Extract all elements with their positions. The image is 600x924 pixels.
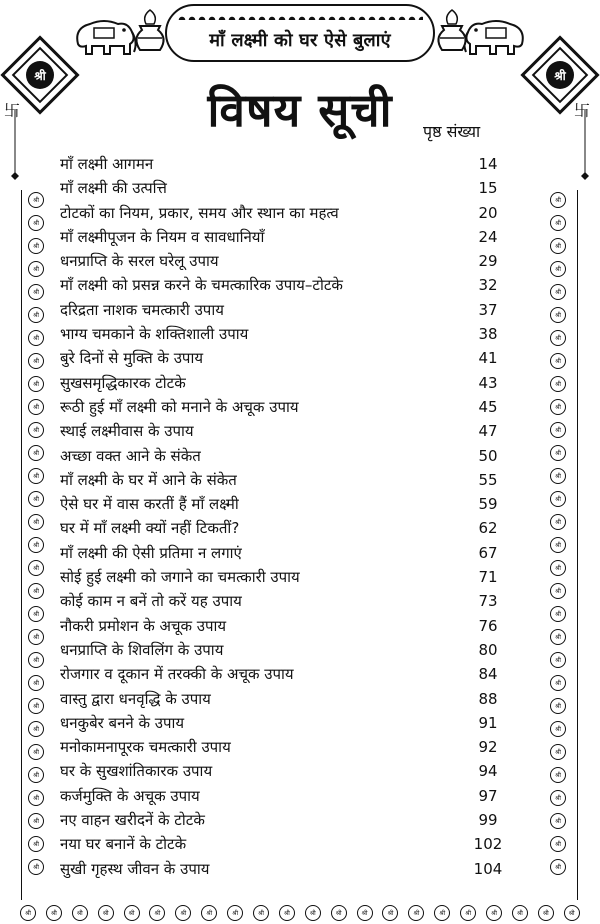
kalash-pot-icon (130, 8, 170, 56)
left-border-line (21, 190, 22, 900)
toc-entry[interactable] (60, 273, 500, 297)
toc-entry[interactable] (60, 152, 500, 176)
toc-entry-page: 41 (478, 349, 498, 368)
shri-medallion-icon: श्री (550, 698, 566, 714)
shri-medallion-icon: श्री (72, 905, 88, 921)
table-of-contents (60, 152, 503, 881)
toc-entry-title: कर्जमुक्ति के अचूक उपाय (60, 786, 200, 805)
swastika-icon: 卐 (4, 101, 21, 120)
shri-medallion-icon: श्री (175, 905, 191, 921)
toc-entry-title: सोई हुई लक्ष्मी को जगाने का चमत्कारी उपाय (60, 568, 300, 587)
toc-entry-page: 47 (478, 422, 498, 441)
shri-medallion-icon: श्री (28, 790, 44, 806)
shri-medallion-icon: श्री (550, 215, 566, 231)
shri-medallion-icon: श्री (28, 514, 44, 530)
toc-entry[interactable] (60, 249, 500, 273)
toc-entry-page: 45 (478, 397, 498, 416)
toc-entry[interactable] (60, 298, 500, 322)
shri-medallion-icon: श्री (550, 376, 566, 392)
toc-entry-title: भाग्य चमकाने के शक्तिशाली उपाय (60, 325, 249, 344)
banner-scallop-border (177, 10, 423, 20)
shri-medallion-icon: श्री (550, 859, 566, 875)
shri-medallion-icon: श्री (550, 606, 566, 622)
toc-entry[interactable] (60, 711, 500, 735)
left-medallion-border (27, 192, 45, 892)
toc-entry[interactable] (60, 176, 500, 200)
shri-medallion-icon: श्री (550, 353, 566, 369)
shri-medallion-icon: श्री (550, 813, 566, 829)
toc-entry[interactable] (60, 687, 500, 711)
toc-entry-page: 92 (478, 738, 498, 757)
toc-entry[interactable] (60, 759, 500, 783)
toc-entry-page: 59 (478, 495, 498, 514)
shri-badge: श्री (546, 61, 574, 89)
shri-medallion-icon: श्री (20, 905, 36, 921)
toc-entry[interactable] (60, 395, 500, 419)
toc-entry[interactable] (60, 614, 500, 638)
toc-entry-title: बुरे दिनों से मुक्ति के उपाय (60, 349, 204, 368)
toc-entry-title: स्थाई लक्ष्मीवास के उपाय (60, 422, 194, 441)
toc-entry-page: 94 (478, 762, 498, 781)
shri-medallion-icon: श्री (538, 905, 554, 921)
toc-entry-page: 29 (478, 252, 498, 271)
toc-entry[interactable] (60, 225, 500, 249)
shri-medallion-icon: श्री (305, 905, 321, 921)
shri-medallion-icon: श्री (512, 905, 528, 921)
toc-entry[interactable] (60, 492, 500, 516)
shri-medallion-icon: श्री (28, 537, 44, 553)
toc-entry-title: दरिद्रता नाशक चमत्कारी उपाय (60, 300, 224, 319)
toc-entry-title: धनप्राप्ति के शिवलिंग के उपाय (60, 640, 224, 659)
toc-entry-page: 15 (478, 179, 498, 198)
shri-medallion-icon: श्री (408, 905, 424, 921)
toc-entry-title: सुखसमृद्धिकारक टोटके (60, 373, 186, 392)
toc-entry-page: 73 (478, 592, 498, 611)
toc-entry[interactable] (60, 541, 500, 565)
shri-medallion-icon: श्री (253, 905, 269, 921)
shri-medallion-icon: श्री (550, 767, 566, 783)
shri-medallion-icon: श्री (382, 905, 398, 921)
shri-medallion-icon: श्री (28, 261, 44, 277)
toc-entry[interactable] (60, 322, 500, 346)
toc-entry-title: ऐसे घर में वास करतीं हैं माँ लक्ष्मी (60, 495, 239, 514)
toc-entry-page: 62 (478, 519, 498, 538)
toc-entry-title: मनोकामनापूरक चमत्कारी उपाय (60, 738, 231, 757)
toc-entry-title: नौकरी प्रमोशन के अचूक उपाय (60, 616, 227, 635)
toc-entry-title: रूठी हुई माँ लक्ष्मी को मनाने के अचूक उपाय (60, 397, 299, 416)
toc-entry-title: माँ लक्ष्मी आगमन (60, 155, 154, 173)
toc-entry-page: 67 (478, 543, 498, 562)
toc-entry[interactable] (60, 346, 500, 370)
toc-entry-page: 43 (478, 373, 498, 392)
toc-entry-page: 55 (478, 470, 498, 489)
toc-entry-title: माँ लक्ष्मी के घर में आने के संकेत (60, 470, 237, 489)
shri-medallion-icon: श्री (28, 675, 44, 691)
toc-entry-title: रोजगार व दूकान में तरक्की के अचूक उपाय (60, 665, 294, 684)
swastika-icon: 卐 (574, 101, 591, 120)
shri-medallion-icon: श्री (28, 767, 44, 783)
toc-entry-title: माँ लक्ष्मीपूजन के नियम व सावधानियाँ (60, 227, 265, 246)
toc-entry-page: 99 (478, 811, 498, 830)
shri-medallion-icon: श्री (550, 422, 566, 438)
shri-medallion-icon: श्री (28, 629, 44, 645)
shri-medallion-icon: श्री (28, 859, 44, 875)
shri-medallion-icon: श्री (460, 905, 476, 921)
shri-medallion-icon: श्री (28, 491, 44, 507)
toc-entry-title: नया घर बनानें के टोटके (60, 835, 187, 854)
shri-medallion-icon: श्री (550, 468, 566, 484)
shri-medallion-icon: श्री (124, 905, 140, 921)
toc-entry-page: 50 (478, 446, 498, 465)
toc-entry[interactable] (60, 419, 500, 443)
shri-medallion-icon: श्री (550, 744, 566, 760)
shri-medallion-icon: श्री (331, 905, 347, 921)
shri-medallion-icon: श्री (28, 307, 44, 323)
toc-entry-title: टोटकों का नियम, प्रकार, समय और स्थान का महत्व (60, 203, 339, 222)
shri-medallion-icon: श्री (28, 376, 44, 392)
toc-entry-title: वास्तु द्वारा धनवृद्धि के उपाय (60, 689, 211, 708)
shri-medallion-icon: श्री (550, 629, 566, 645)
toc-entry-page: 97 (478, 786, 498, 805)
shri-medallion-icon: श्री (550, 583, 566, 599)
shri-medallion-icon: श्री (550, 399, 566, 415)
shri-badge: श्री (26, 61, 54, 89)
toc-entry[interactable] (60, 735, 500, 759)
shri-medallion-icon: श्री (28, 813, 44, 829)
toc-entry-title: घर में माँ लक्ष्मी क्यों नहीं टिकतीं? (60, 519, 240, 538)
toc-entry[interactable] (60, 638, 500, 662)
shri-medallion-icon: श्री (28, 583, 44, 599)
shri-medallion-icon: श्री (550, 238, 566, 254)
toc-entry-title: माँ लक्ष्मी को प्रसन्न करने के चमत्कारिक उपाय–टोटके (60, 276, 343, 295)
shri-medallion-icon: श्री (227, 905, 243, 921)
shri-medallion-icon: श्री (550, 330, 566, 346)
toc-entry[interactable] (60, 201, 500, 225)
shri-medallion-icon: श्री (28, 744, 44, 760)
shri-medallion-icon: श्री (46, 905, 62, 921)
shri-medallion-icon: श्री (550, 491, 566, 507)
toc-entry[interactable] (60, 808, 500, 832)
shri-medallion-icon: श्री (550, 652, 566, 668)
shri-medallion-icon: श्री (28, 215, 44, 231)
banner-title: माँ लक्ष्मी को घर ऐसे बुलाएं (209, 30, 391, 51)
toc-entry-page: 38 (478, 325, 498, 344)
toc-entry-page: 20 (478, 203, 498, 222)
toc-entry-title: धनप्राप्ति के सरल घरेलू उपाय (60, 252, 219, 271)
shri-medallion-icon: श्री (550, 537, 566, 553)
toc-entry-page: 80 (478, 640, 498, 659)
toc-entry-title: धनकुबेर बनने के उपाय (60, 713, 185, 732)
shri-medallion-icon: श्री (28, 422, 44, 438)
shri-medallion-icon: श्री (28, 468, 44, 484)
shri-medallion-icon: श्री (550, 261, 566, 277)
shri-medallion-icon: श्री (28, 192, 44, 208)
kalash-pot-icon (432, 8, 472, 56)
shri-medallion-icon: श्री (28, 721, 44, 737)
toc-entry[interactable] (60, 444, 500, 468)
shri-medallion-icon: श्री (486, 905, 502, 921)
shri-medallion-icon: श्री (357, 905, 373, 921)
shri-medallion-icon: श्री (564, 905, 580, 921)
toc-entry[interactable] (60, 784, 500, 808)
toc-entry-title: माँ लक्ष्मी की ऐसी प्रतिमा न लगाएं (60, 543, 242, 562)
toc-entry-title: घर के सुखशांतिकारक उपाय (60, 762, 213, 781)
toc-entry-title: नए वाहन खरीदनें के टोटके (60, 811, 205, 830)
shri-medallion-icon: श्री (550, 514, 566, 530)
right-medallion-border (549, 192, 567, 892)
toc-entry-page: 84 (478, 665, 498, 684)
toc-entry-page: 14 (478, 155, 498, 173)
toc-entry-page: 88 (478, 689, 498, 708)
shri-medallion-icon: श्री (28, 399, 44, 415)
shri-medallion-icon: श्री (201, 905, 217, 921)
shri-medallion-icon: श्री (149, 905, 165, 921)
toc-entry[interactable] (60, 565, 500, 589)
shri-medallion-icon: श्री (550, 284, 566, 300)
toc-entry[interactable] (60, 832, 503, 856)
header-banner (165, 4, 435, 62)
toc-entry-page: 32 (478, 276, 498, 295)
toc-entry-page: 76 (478, 616, 498, 635)
toc-entry-page: 91 (478, 713, 498, 732)
page-title: विषय सूची (207, 83, 393, 137)
toc-entry[interactable] (60, 857, 503, 881)
shri-medallion-icon: श्री (28, 606, 44, 622)
toc-entry[interactable] (60, 662, 500, 686)
toc-entry-page: 71 (478, 568, 498, 587)
shri-medallion-icon: श्री (28, 284, 44, 300)
toc-entry-page: 104 (473, 859, 503, 878)
shri-medallion-icon: श्री (98, 905, 114, 921)
shri-medallion-icon: श्री (550, 721, 566, 737)
shri-medallion-icon: श्री (279, 905, 295, 921)
toc-entry[interactable] (60, 371, 500, 395)
toc-entry[interactable] (60, 589, 500, 613)
toc-entry-title: कोई काम न बनें तो करें यह उपाय (60, 592, 242, 611)
toc-entry-page: 37 (478, 300, 498, 319)
shri-medallion-icon: श्री (434, 905, 450, 921)
shri-medallion-icon: श्री (550, 560, 566, 576)
shri-medallion-icon: श्री (28, 652, 44, 668)
shri-medallion-icon: श्री (28, 353, 44, 369)
shri-medallion-icon: श्री (550, 836, 566, 852)
toc-entry-title: माँ लक्ष्मी की उत्पत्ति (60, 179, 167, 198)
toc-entry-page: 24 (478, 227, 498, 246)
shri-medallion-icon: श्री (28, 836, 44, 852)
toc-entry[interactable] (60, 468, 500, 492)
shri-medallion-icon: श्री (550, 445, 566, 461)
shri-medallion-icon: श्री (550, 790, 566, 806)
shri-medallion-icon: श्री (28, 330, 44, 346)
bottom-medallion-border (20, 904, 580, 922)
shri-medallion-icon: श्री (550, 675, 566, 691)
shri-medallion-icon: श्री (28, 560, 44, 576)
toc-entry[interactable] (60, 516, 500, 540)
shri-medallion-icon: श्री (550, 192, 566, 208)
shri-medallion-icon: श्री (28, 238, 44, 254)
toc-entry-page: 102 (473, 835, 503, 854)
right-border-line (577, 190, 578, 900)
shri-medallion-icon: श्री (28, 698, 44, 714)
shri-medallion-icon: श्री (550, 307, 566, 323)
toc-entry-title: अच्छा वक्त आने के संकेत (60, 446, 201, 465)
page-number-column-header: पृष्ठ संख्या (423, 122, 481, 141)
shri-medallion-icon: श्री (28, 445, 44, 461)
toc-entry-title: सुखी गृहस्थ जीवन के उपाय (60, 859, 210, 878)
